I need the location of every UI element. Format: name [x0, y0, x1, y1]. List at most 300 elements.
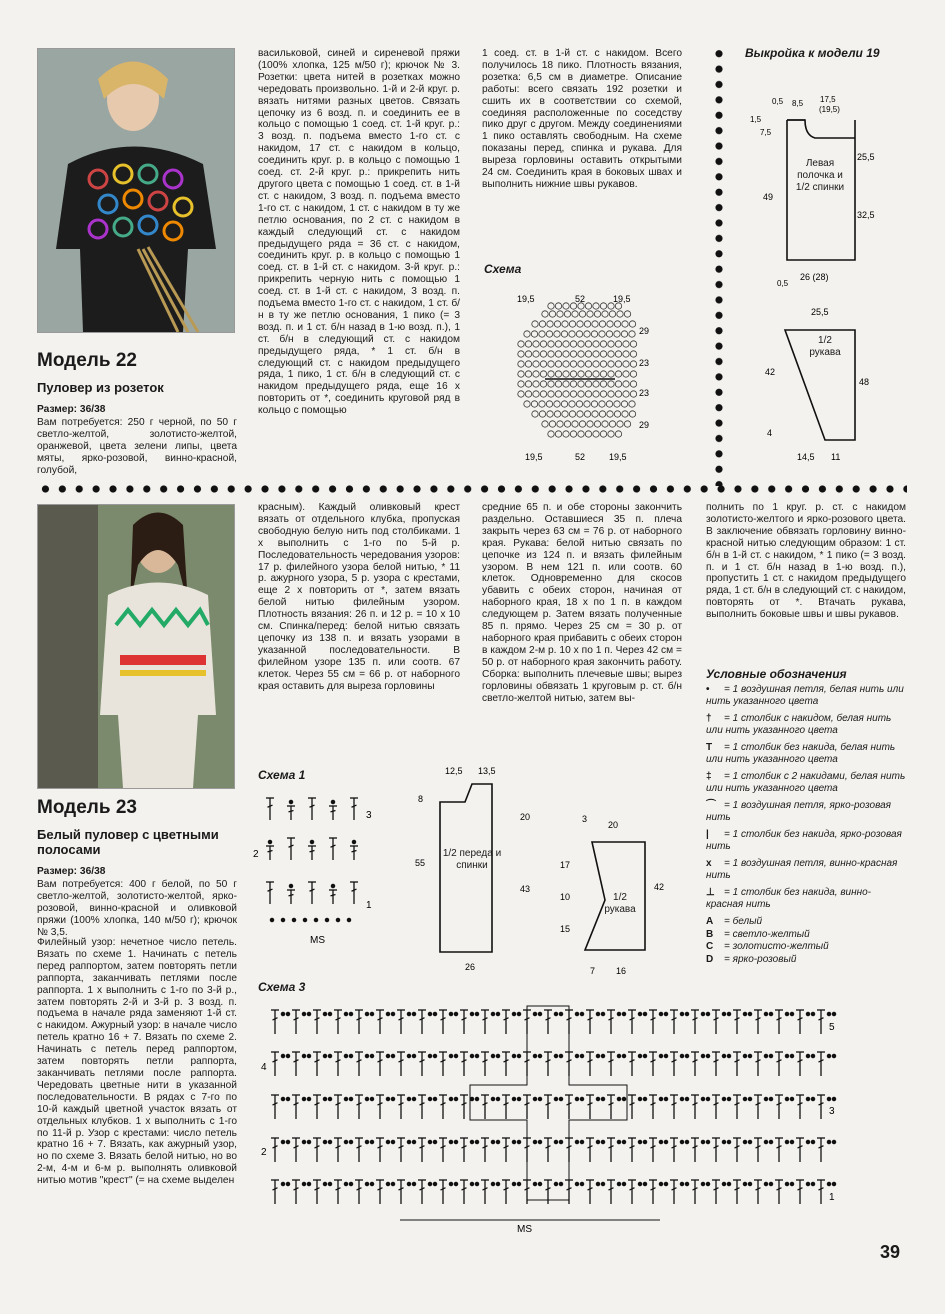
chain-dot — [323, 1054, 326, 1057]
rosette-mark — [525, 381, 531, 387]
chain-dot — [449, 1054, 452, 1057]
rosette-mark — [593, 371, 599, 377]
chain-dot — [575, 1097, 578, 1100]
rosette-mark — [532, 411, 538, 417]
stitch-symbol — [754, 1010, 762, 1034]
chain-dot — [365, 1012, 368, 1015]
chain-dot — [475, 1054, 478, 1057]
legend-symbol: ⊥ — [706, 887, 715, 898]
stitch-symbol — [607, 1138, 615, 1162]
chain-dot — [517, 1054, 520, 1057]
chain-dot — [685, 1140, 688, 1143]
stitch-symbol — [544, 1138, 552, 1162]
chain-dot — [785, 1054, 788, 1057]
chain-dot — [706, 1054, 709, 1057]
chain-dot — [811, 1140, 814, 1143]
stitch-symbol — [418, 1138, 426, 1162]
rosette-mark — [563, 431, 569, 437]
front-left-1: 8 — [418, 794, 424, 804]
rosette-mark — [591, 401, 597, 407]
stitch-symbol — [754, 1095, 762, 1119]
rosette-mark — [600, 371, 606, 377]
rosette-mark — [584, 331, 590, 337]
chain-dot — [491, 1097, 494, 1100]
rosette-mark — [570, 371, 576, 377]
rosette-mark — [518, 391, 524, 397]
rosette-mark — [615, 361, 621, 367]
stitch-symbol — [397, 1052, 405, 1076]
chain-dot — [664, 1054, 667, 1057]
rosette-mark — [540, 341, 546, 347]
chain-dot — [827, 1054, 830, 1057]
schema1-row-2: 2 — [253, 849, 259, 860]
rosette-mark — [546, 401, 552, 407]
rosette-mark — [593, 351, 599, 357]
chain-dot — [496, 1140, 499, 1143]
chain-dot — [496, 1012, 499, 1015]
rosette-mark — [554, 321, 560, 327]
rosette-mark — [585, 351, 591, 357]
rosette-mark — [600, 391, 606, 397]
sleeve-bottom-1: 7 — [590, 966, 596, 976]
chain-dot — [680, 1140, 683, 1143]
rosette-mark — [562, 411, 568, 417]
stitch-symbol — [481, 1180, 489, 1204]
stitch-symbol — [775, 1180, 783, 1204]
chain-dot — [412, 1054, 415, 1057]
stitch-symbol — [376, 1010, 384, 1034]
chain-dot — [292, 918, 295, 921]
stitch-symbol — [292, 1180, 300, 1204]
stitch-symbol — [796, 1010, 804, 1034]
chain-dot — [512, 1097, 515, 1100]
rosette-mark — [614, 321, 620, 327]
chain-dot — [806, 1097, 809, 1100]
rosette-mark — [584, 411, 590, 417]
stitch-symbol — [271, 1095, 279, 1119]
chain-dot — [601, 1054, 604, 1057]
chain-dot — [286, 1140, 289, 1143]
stitch-symbol — [397, 1095, 405, 1119]
chain-dot — [391, 1012, 394, 1015]
stitch-symbol — [628, 1138, 636, 1162]
p1-left-2: 7,5 — [760, 128, 772, 137]
chain-dot — [596, 1012, 599, 1015]
chain-dot — [314, 918, 317, 921]
front-bottom: 26 — [465, 962, 476, 972]
rosette-mark — [592, 321, 598, 327]
chain-dot — [643, 1054, 646, 1057]
chain-dot — [286, 1097, 289, 1100]
chain-dot — [659, 1054, 662, 1057]
sleeve-bottom-2: 16 — [616, 966, 627, 976]
model22-title: Модель 22 — [37, 350, 137, 371]
rosette-mark — [563, 303, 569, 309]
rosette-mark — [587, 421, 593, 427]
model23-photo-figure — [38, 505, 234, 788]
legend-text: = 1 столбик без накида, белая нить или нить указанного цвета — [706, 742, 896, 765]
chain-dot — [769, 1054, 772, 1057]
stitch-symbol — [334, 1010, 342, 1034]
model22-schema-label: Схема — [484, 262, 522, 276]
rosette-mark — [606, 331, 612, 337]
chain-dot — [617, 1012, 620, 1015]
chain-dot — [365, 1182, 368, 1185]
legend-text: = 1 столбик с накидом, белая нить или нить указанного цвета — [706, 713, 892, 736]
chain-dot — [617, 1097, 620, 1100]
rosette-mark — [623, 371, 629, 377]
model22-photo-figure — [38, 49, 234, 332]
stitch-symbol — [712, 1052, 720, 1076]
p2-right: 48 — [859, 377, 870, 387]
front-right-2: 43 — [520, 884, 531, 894]
rosette-mark — [593, 341, 599, 347]
rosette-mark — [594, 311, 600, 317]
chain-dot — [302, 1182, 305, 1185]
legend-item — [706, 916, 906, 928]
schema-bottom-right: 19,5 — [609, 452, 627, 462]
chain-dot — [386, 1140, 389, 1143]
stitch-symbol — [586, 1138, 594, 1162]
stitch-symbol — [292, 1010, 300, 1034]
chain-dot — [706, 1097, 709, 1100]
chain-dot — [701, 1140, 704, 1143]
chain-dot — [638, 1140, 641, 1143]
chain-dot — [349, 1140, 352, 1143]
chain-dot — [512, 1140, 515, 1143]
schema-right-2: 23 — [639, 358, 650, 368]
chain-dot — [664, 1182, 667, 1185]
chain-dot — [336, 918, 339, 921]
rosette-mark — [555, 341, 561, 347]
schema-top-right: 19,5 — [613, 294, 631, 304]
stitch-symbol — [271, 1138, 279, 1162]
stitch-symbol — [350, 882, 358, 904]
legend-text: = 1 воздушная петля, ярко-розовая нить — [706, 800, 891, 823]
rosette-mark — [602, 421, 608, 427]
chain-dot — [270, 918, 273, 921]
chain-dot — [433, 1012, 436, 1015]
rosette-mark — [602, 311, 608, 317]
stitch-symbol — [439, 1052, 447, 1076]
chain-dot — [722, 1140, 725, 1143]
rosette-mark — [564, 311, 570, 317]
chain-dot — [706, 1012, 709, 1015]
stitch-symbol — [292, 1138, 300, 1162]
rosette-mark — [629, 321, 635, 327]
rosette-mark — [608, 391, 614, 397]
chain-dot — [748, 1012, 751, 1015]
stitch-symbol — [502, 1052, 510, 1076]
chain-dot — [638, 1182, 641, 1185]
rosette-mark — [630, 341, 636, 347]
rosette-mark — [546, 331, 552, 337]
legend-text: = 1 столбик без накида, винно-красная нить — [706, 887, 872, 910]
rosette-mark — [555, 391, 561, 397]
stitch-symbol — [607, 1010, 615, 1034]
rosette-mark — [555, 431, 561, 437]
model23-size: Размер: 36/38 — [37, 866, 106, 877]
chain-dot — [454, 1140, 457, 1143]
chain-dot — [827, 1012, 830, 1015]
chain-dot — [743, 1012, 746, 1015]
chain-dot — [289, 800, 292, 803]
legend-symbol: | — [706, 829, 709, 840]
rosette-mark — [549, 421, 555, 427]
front-top-1: 12,5 — [445, 766, 463, 776]
rosette-mark — [554, 401, 560, 407]
chain-dot — [643, 1182, 646, 1185]
chain-dot — [664, 1097, 667, 1100]
stitch-symbol — [691, 1095, 699, 1119]
chain-dot — [596, 1140, 599, 1143]
legend-text: = светло-желтый — [724, 928, 810, 940]
chain-dot — [832, 1182, 835, 1185]
rosette-mark — [542, 421, 548, 427]
chain-dot — [559, 1097, 562, 1100]
model23-photo — [37, 504, 235, 789]
rosette-mark — [548, 341, 554, 347]
stitch-symbol — [313, 1180, 321, 1204]
stitch-symbol — [712, 1180, 720, 1204]
chain-dot — [433, 1097, 436, 1100]
rosette-mark — [518, 371, 524, 377]
chain-dot — [407, 1140, 410, 1143]
chain-dot — [769, 1182, 772, 1185]
chain-dot — [454, 1182, 457, 1185]
schema3-label: Схема 3 — [258, 980, 306, 994]
stitch-symbol — [313, 1095, 321, 1119]
chain-dot — [470, 1182, 473, 1185]
chain-dot — [533, 1054, 536, 1057]
rosette-mark — [577, 411, 583, 417]
legend-item — [706, 954, 906, 966]
stitch-symbol — [308, 798, 316, 820]
rosette-mark — [578, 381, 584, 387]
stitch-symbol — [586, 1052, 594, 1076]
p2-bottom-1: 14,5 — [797, 452, 815, 462]
stitch-symbol — [796, 1138, 804, 1162]
chain-dot — [769, 1140, 772, 1143]
legend-text: = 1 столбик без накида, ярко-розовая нить — [706, 829, 902, 852]
rosette-mark — [547, 321, 553, 327]
chain-dot — [664, 1140, 667, 1143]
chain-dot — [806, 1140, 809, 1143]
chain-dot — [281, 918, 284, 921]
chain-dot — [706, 1182, 709, 1185]
chain-dot — [454, 1054, 457, 1057]
rosette-mark — [585, 381, 591, 387]
stitch-symbol — [266, 798, 274, 820]
rosette-mark — [607, 411, 613, 417]
chain-dot — [643, 1097, 646, 1100]
rosette-mark — [578, 371, 584, 377]
stitch-symbol — [439, 1010, 447, 1034]
stitch-symbol — [649, 1010, 657, 1034]
rosette-mark — [518, 381, 524, 387]
rosette-mark — [600, 303, 606, 309]
p1-bottom-2: 26 (28) — [800, 272, 829, 282]
stitch-symbol — [266, 882, 274, 904]
rosette-mark — [578, 361, 584, 367]
stitch-symbol — [691, 1138, 699, 1162]
chain-dot — [281, 1054, 284, 1057]
sleeve-label: 1/2 рукава — [604, 892, 636, 915]
stitch-symbol — [775, 1052, 783, 1076]
chain-dot — [727, 1012, 730, 1015]
chain-dot — [538, 1097, 541, 1100]
chain-dot — [328, 1054, 331, 1057]
rosette-mark — [554, 411, 560, 417]
chain-dot — [785, 1182, 788, 1185]
rosette-mark — [600, 381, 606, 387]
chain-dot — [748, 1182, 751, 1185]
rosette-mark — [525, 351, 531, 357]
legend-list — [706, 684, 906, 966]
rosette-mark — [532, 321, 538, 327]
chain-dot — [517, 1012, 520, 1015]
rosette-mark — [600, 341, 606, 347]
chain-dot — [370, 1054, 373, 1057]
legend-symbol: ⌒ — [706, 800, 716, 811]
stitch-symbol — [460, 1010, 468, 1034]
stitch-symbol — [439, 1138, 447, 1162]
rosette-mark — [609, 421, 615, 427]
stitch-symbol — [733, 1138, 741, 1162]
stitch-symbol — [607, 1180, 615, 1204]
chain-dot — [433, 1182, 436, 1185]
stitch-symbol — [287, 806, 295, 820]
stitch-symbol — [271, 1052, 279, 1076]
chain-dot — [596, 1054, 599, 1057]
stitch-symbol — [502, 1138, 510, 1162]
stitch-symbol — [329, 806, 337, 820]
rosette-mark — [606, 401, 612, 407]
rosette-mark — [579, 311, 585, 317]
chain-dot — [575, 1182, 578, 1185]
chain-dot — [764, 1054, 767, 1057]
chain-dot — [512, 1182, 515, 1185]
rosette-mark — [630, 361, 636, 367]
rosette-mark — [621, 401, 627, 407]
legend-symbol: A — [706, 916, 714, 927]
chain-dot — [307, 1054, 310, 1057]
legend-item — [706, 887, 906, 910]
rosette-mark — [570, 431, 576, 437]
rosette-mark — [554, 331, 560, 337]
model19-pattern-title: Выкройка к модели 19 — [745, 46, 880, 60]
rosette-mark — [630, 391, 636, 397]
legend-text: = 1 воздушная петля, винно-красная нить — [706, 858, 898, 881]
stitch-symbol — [670, 1095, 678, 1119]
rosette-mark — [608, 371, 614, 377]
rosette-mark — [600, 351, 606, 357]
stitch-symbol — [376, 1095, 384, 1119]
chain-dot — [832, 1054, 835, 1057]
chain-dot — [349, 1054, 352, 1057]
chain-dot — [748, 1140, 751, 1143]
stitch-symbol — [292, 1052, 300, 1076]
legend-item — [706, 713, 906, 736]
p1-right-1: 25,5 — [857, 152, 875, 162]
rosette-mark — [623, 381, 629, 387]
chain-dot — [827, 1182, 830, 1185]
stitch-symbol — [544, 1095, 552, 1119]
rosette-mark — [524, 401, 530, 407]
rosette-mark — [569, 321, 575, 327]
rosette-mark — [608, 351, 614, 357]
rosette-mark — [615, 431, 621, 437]
stitch-symbol — [565, 1095, 573, 1119]
stitch-symbol — [460, 1052, 468, 1076]
chain-dot — [617, 1054, 620, 1057]
stitch-symbol — [292, 1095, 300, 1119]
rosette-mark — [584, 401, 590, 407]
chain-dot — [407, 1097, 410, 1100]
stitch-symbol — [544, 1052, 552, 1076]
p2-label: 1/2 рукава — [809, 335, 841, 358]
stitch-symbol — [712, 1010, 720, 1034]
rosette-mark — [607, 321, 613, 327]
stitch-symbol — [313, 1010, 321, 1034]
p1-left-3: 49 — [763, 192, 774, 202]
rosette-mark — [624, 421, 630, 427]
rosette-mark — [555, 351, 561, 357]
rosette-mark — [533, 371, 539, 377]
chain-dot — [391, 1182, 394, 1185]
rosette-mark — [614, 401, 620, 407]
stitch-symbol — [649, 1095, 657, 1119]
rosette-mark — [563, 351, 569, 357]
rosette-mark — [531, 331, 537, 337]
chain-dot — [470, 1140, 473, 1143]
chain-dot — [538, 1054, 541, 1057]
stitch-symbol — [775, 1138, 783, 1162]
chain-dot — [517, 1097, 520, 1100]
chain-dot — [331, 884, 334, 887]
stitch-symbol — [628, 1052, 636, 1076]
p2-left-2: 4 — [767, 428, 773, 438]
stitch-symbol — [355, 1138, 363, 1162]
chain-dot — [638, 1054, 641, 1057]
model23-title: Модель 23 — [37, 797, 137, 818]
chain-dot — [638, 1097, 641, 1100]
stitch-symbol — [418, 1095, 426, 1119]
chain-dot — [307, 1097, 310, 1100]
rosette-mark — [569, 401, 575, 407]
stitch-symbol — [691, 1052, 699, 1076]
stitch-symbol — [775, 1095, 783, 1119]
chain-dot — [407, 1012, 410, 1015]
chain-dot — [496, 1054, 499, 1057]
stitch-symbol — [481, 1138, 489, 1162]
stitch-symbol — [334, 1180, 342, 1204]
legend-symbol: T — [706, 742, 713, 753]
p1-top-2: 8,5 — [792, 99, 804, 108]
stitch-symbol — [586, 1095, 594, 1119]
stitch-symbol — [397, 1010, 405, 1034]
stitch-symbol — [334, 1095, 342, 1119]
chain-dot — [727, 1140, 730, 1143]
schema1-row-3: 3 — [366, 810, 372, 821]
chain-dot — [475, 1182, 478, 1185]
rosette-mark — [557, 311, 563, 317]
rosette-mark — [548, 351, 554, 357]
rosette-mark — [542, 311, 548, 317]
legend-text: = 1 воздушная петля, белая нить или нить указанного цвета — [706, 684, 904, 707]
chain-dot — [344, 1097, 347, 1100]
rosette-mark — [540, 381, 546, 387]
